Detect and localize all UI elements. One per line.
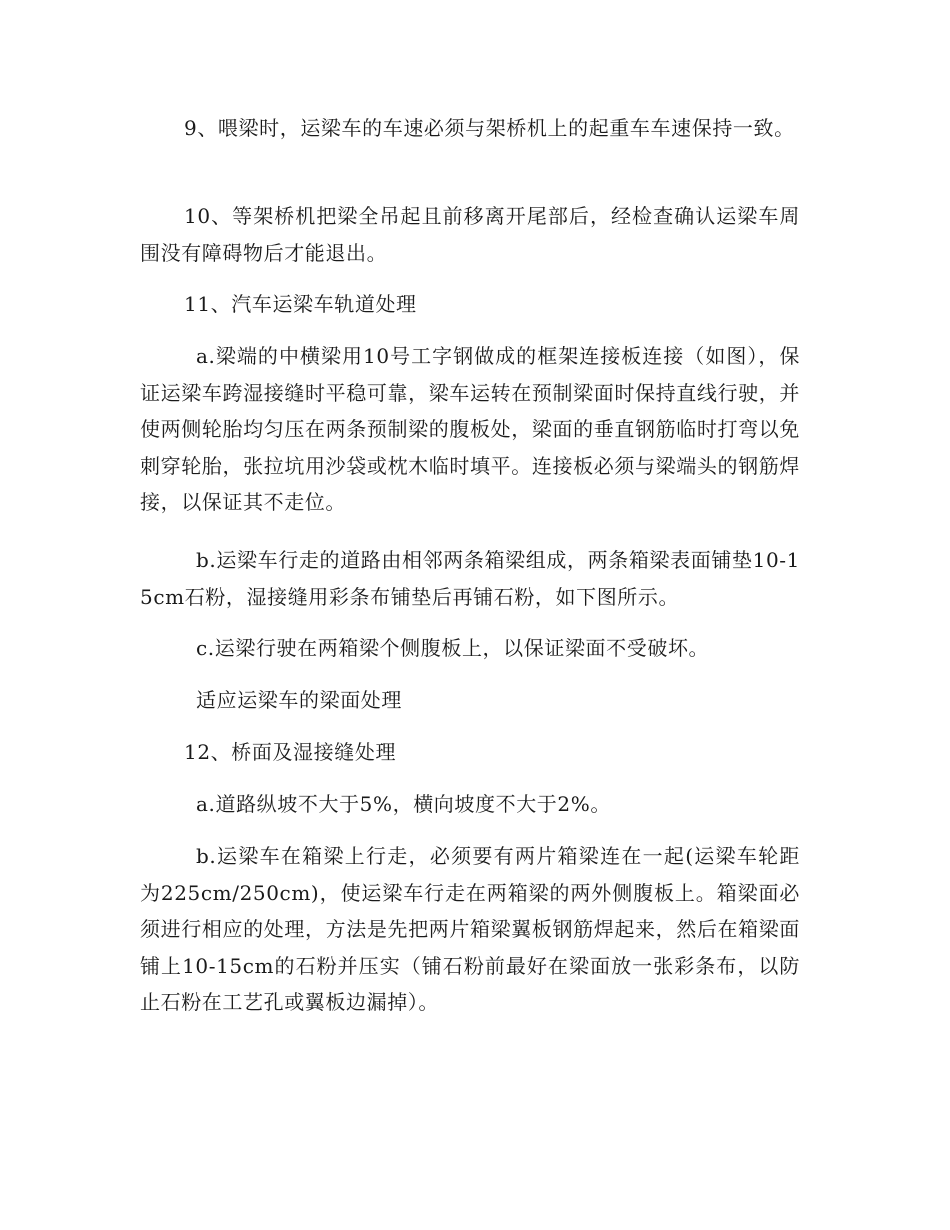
paragraph-item-11c: c.运梁行驶在两箱梁个侧腹板上，以保证梁面不受破坏。 [196, 636, 710, 660]
paragraph-item-11b: b.运梁车行走的道路由相邻两条箱梁组成，两条箱梁表面铺垫10-15cm石粉，湿接缝用彩条布铺垫后再铺石粉，如下图所示。 [140, 548, 800, 609]
paragraph-item-12a: a.道路纵坡不大于5%，横向坡度不大于2%。 [196, 792, 611, 816]
paragraph-heading-11: 11、汽车运梁车轨道处理 [184, 292, 417, 316]
paragraph-heading-12: 12、桥面及湿接缝处理 [184, 740, 397, 764]
paragraph-item-10: 10、等架桥机把梁全吊起且前移离开尾部后，经检查确认运梁车周围没有障碍物后才能退出。 [140, 204, 800, 265]
figure-caption: 适应运梁车的梁面处理 [196, 688, 402, 712]
paragraph-item-12b: b.运梁车在箱梁上行走，必须要有两片箱梁连在一起(运梁车轮距为225cm/250cm)，使运梁车行走在两箱梁的两外侧腹板上。箱梁面必须进行相应的处理，方法是先把两片箱梁翼板钢筋焊起来，然后在箱梁面铺上10-15cm的石粉并压实（铺石粉前最好在梁面放一张彩条布，以防止石粉在工艺孔或翼板边漏掉）。 [140, 844, 800, 1014]
paragraph-item-9: 9、喂梁时，运梁车的车速必须与架桥机上的起重车车速保持一致。 [184, 116, 795, 140]
paragraph-item-11a: a.梁端的中横梁用10号工字钢做成的框架连接板连接（如图），保证运梁车跨湿接缝时平稳可靠，梁车运转在预制梁面时保持直线行驶，并使两侧轮胎均匀压在两条预制梁的腹板处，梁面的垂直钢筋临时打弯以免刺穿轮胎，张拉坑用沙袋或枕木临时填平。连接板必须与梁端头的钢筋焊接，以保证其不走位。 [140, 344, 800, 514]
